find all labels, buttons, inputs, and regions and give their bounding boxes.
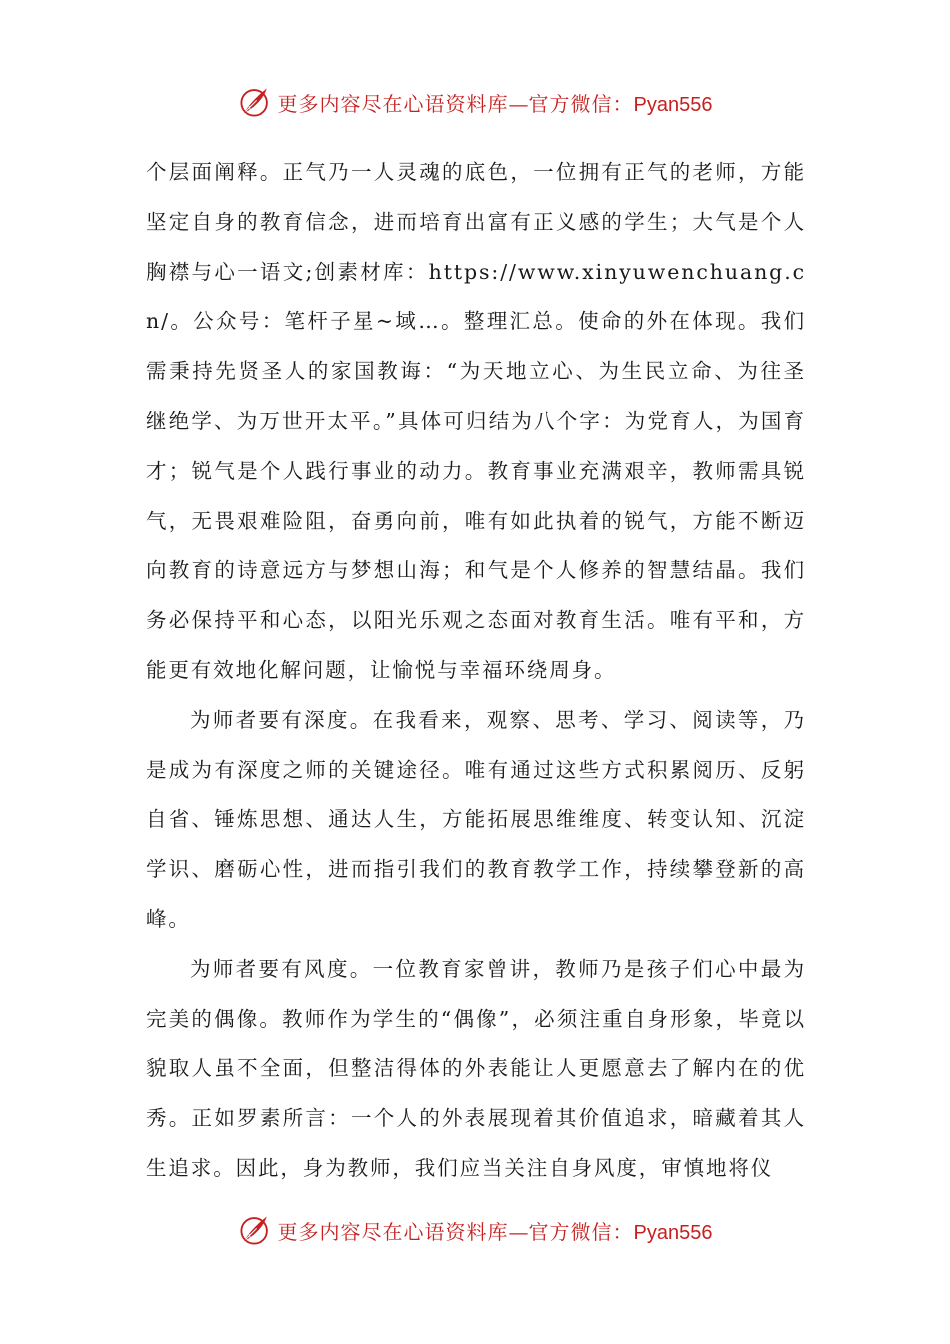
header-banner xyxy=(0,82,950,122)
footer-banner-text: 更多内容尽在心语资料库—官方微信：Pyan556 xyxy=(277,1219,713,1244)
quill-pen-logo-icon xyxy=(238,85,272,119)
paragraph-demeanor: 为师者要有风度。一位教育家曾讲，教师乃是孩子们心中最为完美的偶像。教师作为学生的“偶像”，必须注重自身形象，毕竟以貌取人虽不全面，但整洁得体的外表能让人更愿意去了解内在的优秀。正如罗素所言：一个人的外表展现着其价值追求，暗藏着其人生追求。因此，身为教师，我们应当关注自身风度，审慎地将仪 xyxy=(146,956,806,1180)
paragraph-depth: 为师者要有深度。在我看来，观察、思考、学习、阅读等，乃是成为有深度之师的关键途径。唯有通过这些方式积累阅历、反躬自省、锤炼思想、通达人生，方能拓展思维维度、转变认知、沉淀学识、磨砺心性，进而指引我们的教育教学工作，持续攀登新的高峰。 xyxy=(146,707,806,931)
footer-banner xyxy=(0,1210,950,1250)
header-banner-text: 更多内容尽在心语资料库—官方微信：Pyan556 xyxy=(277,91,713,116)
paragraph-temperament: 个层面阐释。正气乃一人灵魂的底色，一位拥有正气的老师，方能坚定自身的教育信念，进而培育出富有正义感的学生；大气是个人胸襟与心一语文;创素材库：https://www.xinyuwenchuang.cn/。公众号：笔杆子星~域…。整理汇总。使命的外在体现。我们需秉持先贤圣人的家国教诲：“为天地立心、为生民立命、为往圣继绝学、为万世开太平。”具体可归结为八个字：为党育人，为国育才；锐气是个人践行事业的动力。教育事业充满艰辛，教师需具锐气，无畏艰难险阻，奋勇向前，唯有如此执着的锐气，方能不断迈向教育的诗意远方与梦想山海；和气是个人修养的智慧结晶。我们务必保持平和心态，以阳光乐观之态面对教育生活。唯有平和，方能更有效地化解问题，让愉悦与幸福环绕周身。 xyxy=(146,160,806,682)
quill-pen-logo-icon xyxy=(238,1213,272,1247)
document-body xyxy=(146,148,806,1194)
